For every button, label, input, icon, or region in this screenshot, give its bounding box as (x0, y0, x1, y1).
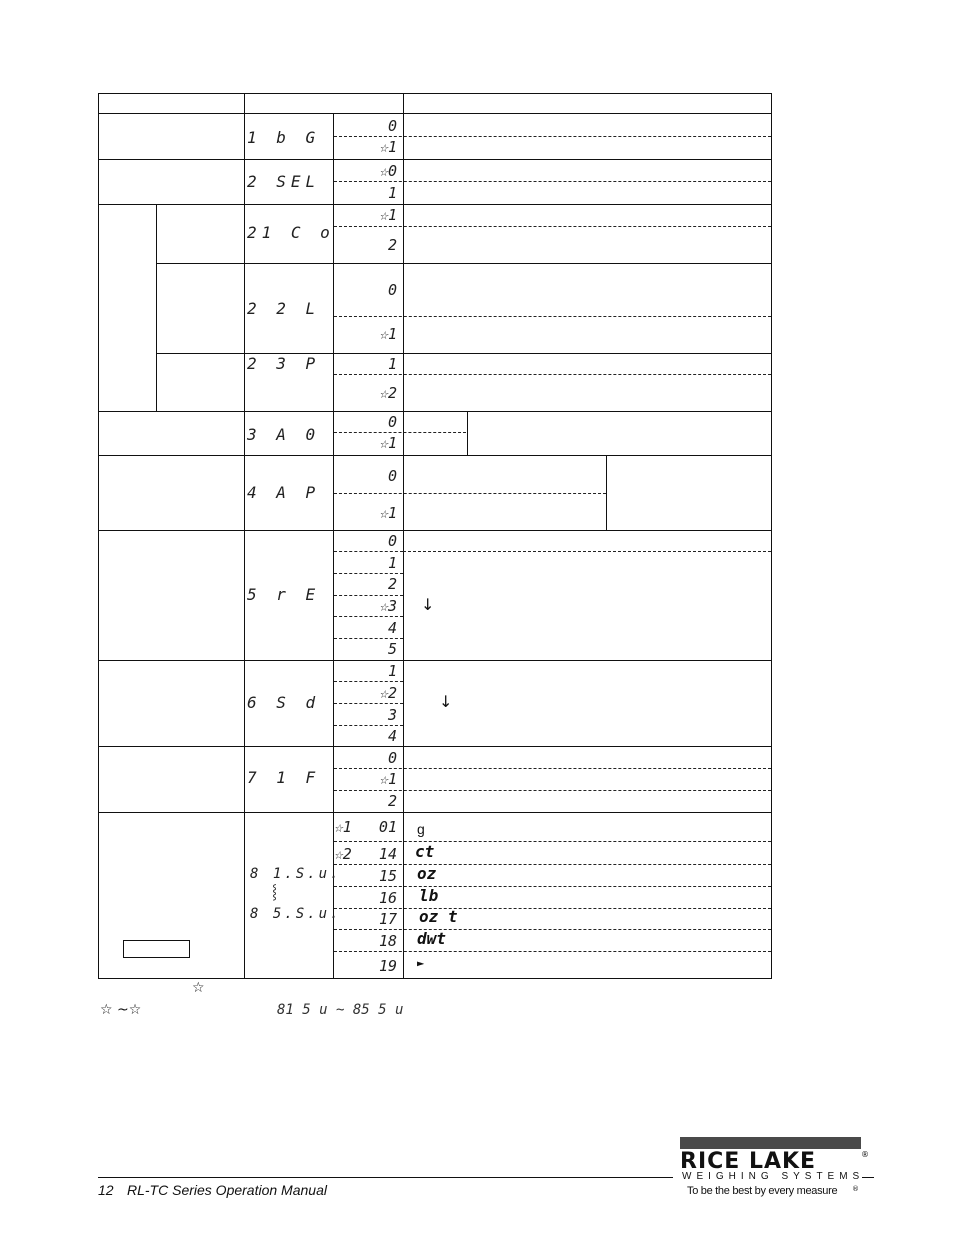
option-value: 1 (387, 662, 397, 680)
option-sep (334, 595, 403, 596)
option-value: 2 (387, 236, 397, 254)
option-value: 0 (387, 117, 397, 135)
option-value: 2 (387, 792, 397, 810)
table-left-border (98, 93, 99, 979)
option-value: 18 (378, 932, 397, 950)
option-sep (334, 790, 771, 791)
row-sep (98, 660, 772, 661)
option-sep (334, 681, 403, 682)
option-sep (334, 551, 403, 552)
option-value: 4 (387, 727, 397, 745)
option-value: 1 (387, 184, 397, 202)
option-value: 4 (387, 619, 397, 637)
option-value: ☆1 (378, 138, 397, 156)
param-code: 6 S d (247, 693, 321, 712)
option-value: 15 (378, 867, 397, 885)
option-value: ☆1 (378, 770, 397, 788)
option-value: ☆1 (378, 206, 397, 224)
option-value: 0 (387, 467, 397, 485)
manual-title: RL-TC Series Operation Manual (127, 1182, 327, 1198)
option-value: ☆2 (378, 384, 397, 402)
down-arrow-icon: ↓ (439, 692, 453, 711)
table-right-border (771, 93, 772, 979)
param-code: 2 2 L (247, 299, 321, 318)
registered-mark: ® (861, 1150, 869, 1159)
option-sep (334, 864, 771, 865)
row-sep (98, 746, 772, 747)
note-star-range: ☆ ~☆ (100, 1002, 142, 1018)
default-star-icon: ☆ (192, 980, 205, 996)
option-sep (334, 432, 466, 433)
tagline-registered-mark: ® (852, 1185, 859, 1193)
option-value: ☆1 (378, 434, 397, 452)
option-sep (334, 768, 771, 769)
option-sep (334, 616, 403, 617)
table-top-border (98, 93, 772, 94)
row-sep (98, 530, 772, 531)
unit-grams: g (417, 821, 425, 837)
logo-subtitle: WEIGHING SYSTEMS (682, 1171, 865, 1182)
unit-pounds: lb (419, 886, 439, 905)
option-sep (403, 551, 771, 552)
option-value: 1 (387, 355, 397, 373)
page-number: 12 (98, 1182, 114, 1198)
option-value: 5 (387, 640, 397, 658)
footer-rule (98, 1177, 673, 1178)
play-triangle-icon: ► (417, 956, 425, 970)
unit-ounces: oz (417, 864, 437, 883)
option-value: ☆2 14 (333, 845, 397, 863)
option-sep (334, 908, 771, 909)
option-sep (334, 493, 606, 494)
option-value: 0 (387, 413, 397, 431)
param-code-range-start: 8 1.S.u. (250, 866, 342, 882)
row-sep (98, 204, 772, 205)
unit-carats: ct (415, 842, 435, 861)
option-value: ☆1 (378, 325, 397, 343)
option-value: ☆1 (378, 504, 397, 522)
option-sep (334, 374, 771, 375)
option-sep (334, 929, 771, 930)
unit-troy-ounces: oz t (419, 907, 458, 926)
param-code: 1 b G (247, 128, 321, 147)
row-sep (98, 455, 772, 456)
option-value: ☆3 (378, 597, 397, 615)
option-value: 1 (387, 554, 397, 572)
param-code-range-end: 8 5.S.u. (250, 906, 342, 922)
option-value: 0 (387, 281, 397, 299)
option-value: ☆0 (378, 162, 397, 180)
option-sep (334, 638, 403, 639)
option-sep (334, 136, 771, 137)
option-value: ☆2 (378, 684, 397, 702)
desc-split-divider (467, 411, 468, 455)
blank-indicator-box (123, 940, 190, 958)
option-sep (334, 725, 403, 726)
table-bottom-border (98, 978, 772, 979)
option-sep (334, 951, 771, 952)
logo-tagline: To be the best by every measure (687, 1185, 838, 1197)
param-code: 5 r E (247, 585, 321, 604)
table-header-divider (98, 113, 772, 114)
param-code: 4 A P (247, 483, 321, 502)
option-value: 16 (378, 889, 397, 907)
range-wave-icon: ⸾ (272, 884, 283, 900)
option-value: 19 (378, 957, 397, 975)
option-value: ☆1 01 (333, 818, 397, 836)
down-arrow-icon: ↓ (421, 595, 435, 614)
option-value: 17 (378, 910, 397, 928)
param-code: 7 1 F (247, 768, 321, 787)
group-sub-divider (156, 204, 157, 412)
row-sep (156, 263, 772, 264)
param-code: 21 C o (247, 223, 335, 242)
note-code-range: 81 5 u ~ 85 5 u (277, 1002, 404, 1018)
option-sep (334, 573, 403, 574)
option-value: 0 (387, 532, 397, 550)
logo-top-bar (680, 1137, 861, 1149)
option-sep (334, 316, 771, 317)
option-sep (334, 886, 771, 887)
desc-split-divider (606, 455, 607, 530)
param-code: 2 3 P (247, 354, 321, 373)
option-sep (334, 181, 771, 182)
option-value: 2 (387, 575, 397, 593)
unit-pennyweight: dwt (417, 929, 446, 948)
row-sep (98, 411, 772, 412)
option-sep (334, 226, 771, 227)
row-sep (98, 812, 772, 813)
option-value: 0 (387, 749, 397, 767)
row-sep (98, 159, 772, 160)
table-col-divider-1 (244, 93, 245, 979)
option-sep (334, 841, 771, 842)
option-sep (334, 703, 403, 704)
param-code: 3 A 0 (247, 425, 321, 444)
option-value: 3 (387, 706, 397, 724)
logo-name: RICE LAKE (680, 1149, 817, 1174)
param-code: 2 SEL (247, 172, 321, 191)
